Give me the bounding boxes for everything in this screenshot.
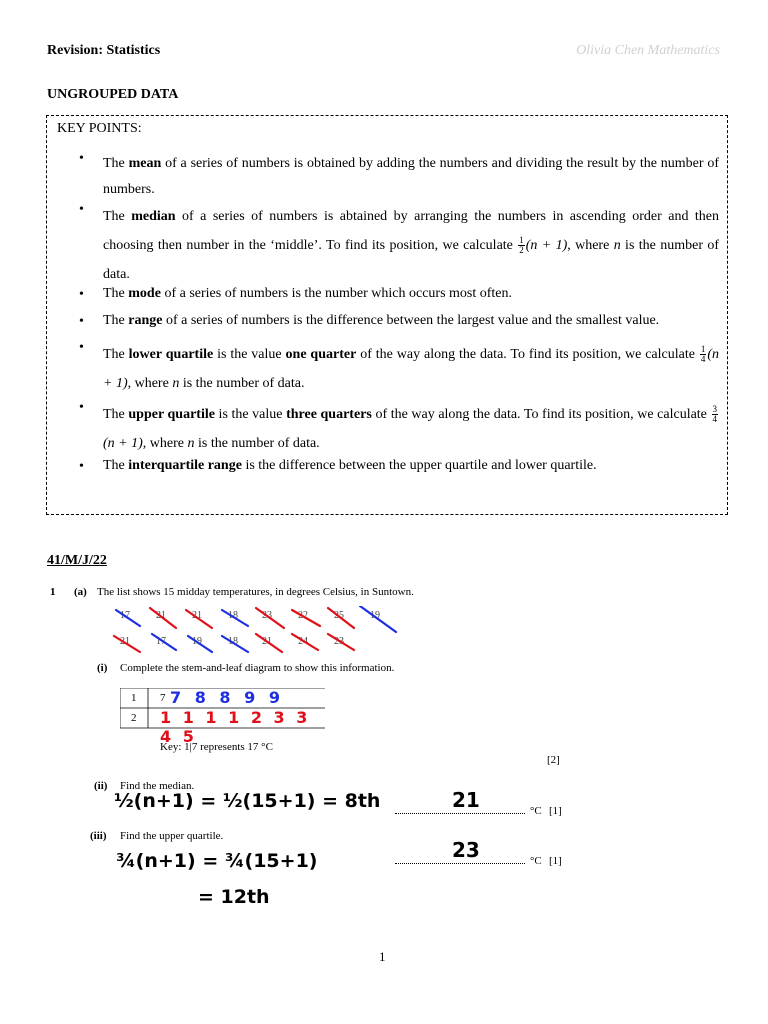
page-number: 1: [379, 949, 386, 964]
unit-label: °C: [530, 855, 542, 867]
temperature-value: 19: [370, 610, 380, 621]
key-points-box: [46, 115, 728, 515]
bullet-icon: •: [79, 400, 84, 415]
temperature-value: 25: [334, 610, 344, 621]
author-watermark: Olivia Chen Mathematics: [576, 43, 720, 58]
fraction: $\frac{1}{4}$: [700, 344, 706, 365]
temperature-list: [110, 606, 410, 656]
key-point-iqr: The interquartile range is the difference between the upper quartile and lower quartile.: [103, 458, 597, 473]
temperature-value: 17: [156, 636, 166, 647]
stem-value: 1: [131, 692, 137, 704]
key-point-mean: The mean of a series of numbers is obtained by adding the numbers and dividing the result by the number of numbers.: [103, 156, 720, 197]
document-title: Revision: Statistics: [47, 43, 161, 58]
key-point-mode: The mode of a series of numbers is the number which occurs most often.: [103, 286, 513, 301]
sub-question-label: (ii): [94, 780, 108, 792]
marks: [1]: [549, 855, 562, 867]
sub-question-label: (iii): [90, 830, 107, 842]
question-code: 41/M/J/22: [47, 553, 107, 568]
key-points-title: KEY POINTS:: [57, 121, 142, 136]
bullet-icon: •: [79, 287, 84, 302]
handwritten-answer: 23: [452, 838, 480, 862]
stem-value: 2: [131, 712, 137, 724]
sub-question-text: Complete the stem-and-leaf diagram to show this information.: [120, 662, 395, 674]
bullet-icon: •: [79, 459, 84, 474]
temperature-value: 17: [120, 610, 130, 621]
handwritten-working: ¾(n+1) = ¾(15+1): [116, 850, 318, 872]
printed-leaf: 7: [160, 692, 166, 704]
handwritten-answer: 21: [452, 788, 480, 812]
temperature-value: 23: [262, 610, 272, 621]
temperature-value: 22: [298, 610, 308, 621]
question-intro: The list shows 15 midday temperatures, in degrees Celsius, in Suntown.: [97, 586, 414, 598]
temperature-value: 21: [120, 636, 130, 647]
handwritten-working: ½(n+1) = ½(15+1) = 8th: [114, 790, 381, 812]
temperature-value: 18: [228, 610, 238, 621]
marks: [2]: [547, 754, 560, 766]
bullet-icon: •: [79, 314, 84, 329]
written-leaves: 1 1 1 1 2 3 3 4 5: [160, 708, 311, 746]
temperature-value: 23: [334, 636, 344, 647]
bullet-icon: •: [79, 340, 84, 355]
bullet-icon: •: [79, 202, 84, 217]
strike-marks: [110, 606, 410, 656]
sub-question-text: Find the upper quartile.: [120, 830, 224, 842]
temperature-value: 24: [298, 636, 308, 647]
stem-leaf-key: Key: 1|7 represents 17 °C: [160, 741, 273, 753]
written-leaves: 7 8 8 9 9: [170, 688, 284, 707]
key-point-median: The median of a series of numbers is abtained by arranging the numbers in ascending order and then choosing then number in the ‘middle’. To find its position, we calculate $\frac{1}{2}$ (n + 1), where n is the number of data.: [103, 209, 720, 282]
key-point-range: The range of a series of numbers is the difference between the largest value and the smallest value.: [103, 313, 660, 328]
temperature-value: 21: [156, 610, 166, 621]
temperature-value: 21: [262, 636, 272, 647]
unit-label: °C: [530, 805, 542, 817]
fraction: $\frac{1}{2}$: [519, 235, 524, 256]
section-title: UNGROUPED DATA: [47, 87, 179, 102]
fraction: $\frac{3}{4}$: [712, 404, 717, 425]
temperature-value: 19: [192, 636, 202, 647]
question-number: 1: [50, 586, 56, 598]
sub-question-text: Find the median.: [120, 780, 195, 792]
question-part: (a): [74, 586, 87, 598]
handwritten-working: = 12th: [198, 886, 270, 908]
stem-leaf-diagram: [120, 688, 325, 746]
sub-question-label: (i): [97, 662, 108, 674]
temperature-value: 18: [228, 636, 238, 647]
bullet-icon: •: [79, 151, 84, 166]
marks: [1]: [549, 805, 562, 817]
temperature-value: 21: [192, 610, 202, 621]
key-point-lower-quartile: The lower quartile is the value one quarter of the way along the data. To find its position, we calculate $\frac{1}{4}$ (n + 1), where n is the number of data.: [103, 344, 719, 391]
key-point-upper-quartile: The upper quartile is the value three quarters of the way along the data. To find its position, we calculate $\frac{3}{4}$ (n + 1), where n is the number of data.: [103, 404, 717, 451]
